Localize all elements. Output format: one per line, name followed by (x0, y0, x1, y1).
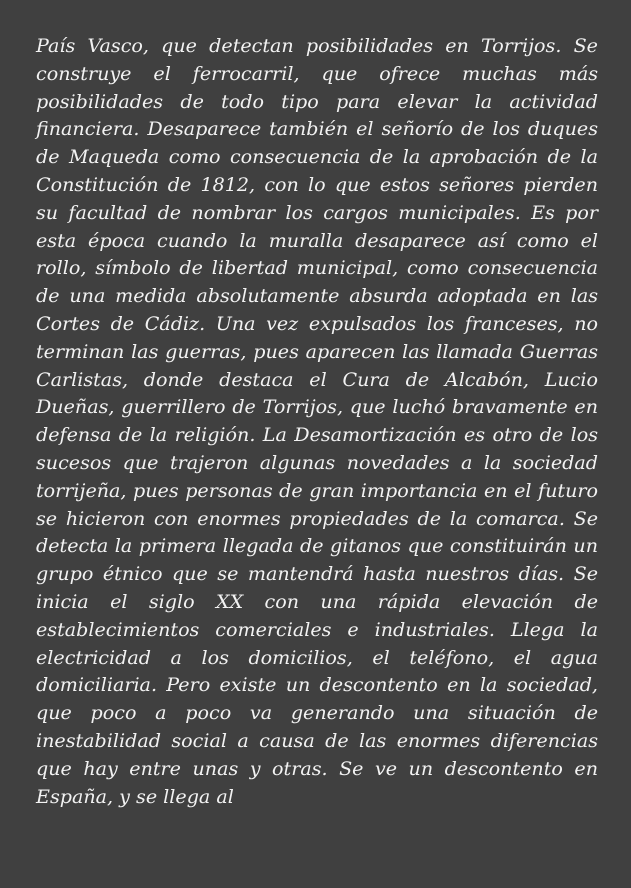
body-paragraph: País Vasco, que detectan posibilidades en Torrijos. Se construye el ferrocarril, que ofrece muchas más posibilidades de todo tipo para elevar la actividad financiera. Desaparece también el señorío de los duques de Maqueda como consecuencia de la aprobación de la Constitución de 1812, con lo que estos señores pierden su facultad de nombrar los cargos municipales. Es por esta época cuando la muralla desaparece así como el rollo, símbolo de libertad municipal, como consecuencia de una medida absolutamente absurda adoptada en las Cortes de Cádiz. Una vez expulsados los franceses, no terminan las guerras, pues aparecen las llamada Guerras Carlistas, donde destaca el Cura de Alcabón, Lucio Dueñas, guerrillero de Torrijos, que luchó bravamente en defensa de la religión. La Desamortización es otro de los sucesos que trajeron algunas novedades a la sociedad torrijeña, pues personas de gran importancia en el futuro se hicieron con enormes propiedades de la comarca. Se detecta la primera llegada de gitanos que constituirán un grupo étnico que se mantendrá hasta nuestros días. Se inicia el siglo XX con una rápida elevación de establecimientos comerciales e industriales. Llega la electricidad a los domicilios, el teléfono, el agua domiciliaria. Pero existe un descontento en la sociedad, que poco a poco va generando una situación de inestabilidad social a causa de las enormes diferencias que hay entre unas y otras. Se ve un descontento en España, y se llega al (36, 34, 598, 808)
